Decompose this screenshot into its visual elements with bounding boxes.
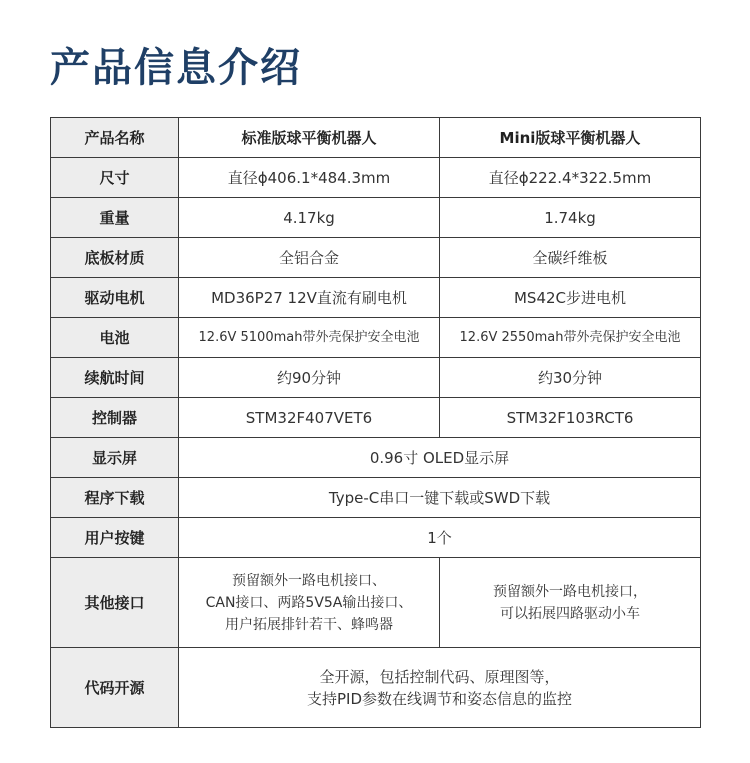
header-standard-version: 标准版球平衡机器人 <box>179 118 440 158</box>
standard-value: MD36P27 12V直流有刷电机 <box>179 278 440 318</box>
header-mini-version: Mini版球平衡机器人 <box>440 118 701 158</box>
row-label: 驱动电机 <box>51 278 179 318</box>
shared-value <box>179 648 701 728</box>
table-row-controller <box>51 398 701 438</box>
table-row-program-download <box>51 478 701 518</box>
mini-value: 全碳纤维板 <box>440 238 701 278</box>
table-row-drive-motor <box>51 278 701 318</box>
row-label: 用户按键 <box>51 518 179 558</box>
table-row-user-button <box>51 518 701 558</box>
table-row-size <box>51 158 701 198</box>
standard-value: STM32F407VET6 <box>179 398 440 438</box>
row-label: 显示屏 <box>51 438 179 478</box>
text-line: 支持PID参数在线调节和姿态信息的监控 <box>306 689 573 708</box>
page-title: 产品信息介绍 <box>50 45 302 91</box>
header-label-cell: 产品名称 <box>51 118 179 158</box>
mini-value: 约30分钟 <box>440 358 701 398</box>
shared-value: 0.96寸 OLED显示屏 <box>179 438 701 478</box>
row-label: 尺寸 <box>51 158 179 198</box>
text-line: 预留额外一路电机接口， <box>493 583 647 600</box>
table-row-other-ports <box>51 558 701 648</box>
mini-value: MS42C步进电机 <box>440 278 701 318</box>
row-label: 程序下载 <box>51 478 179 518</box>
product-spec-table <box>50 117 701 728</box>
mini-value: 1.74kg <box>440 198 701 238</box>
mini-value: 直径ϕ222.4*322.5mm <box>440 158 701 198</box>
standard-value: 全铝合金 <box>179 238 440 278</box>
text-line: 全开源，包括控制代码、原理图等， <box>319 667 560 686</box>
row-label: 电池 <box>51 318 179 358</box>
shared-value: 1个 <box>179 518 701 558</box>
shared-value: Type-C串口一键下载或SWD下载 <box>179 478 701 518</box>
text-line: 可以拓展四路驱动小车 <box>500 605 640 622</box>
table-header-row <box>51 118 701 158</box>
text-line: 预留额外一路电机接口、 <box>232 572 386 589</box>
mini-value: STM32F103RCT6 <box>440 398 701 438</box>
row-label: 控制器 <box>51 398 179 438</box>
row-label: 续航时间 <box>51 358 179 398</box>
text-line: 用户拓展排针若干、蜂鸣器 <box>225 616 393 633</box>
row-label: 代码开源 <box>51 648 179 728</box>
table-row-open-source <box>51 648 701 728</box>
mini-value <box>440 558 701 648</box>
standard-value: 12.6V 5100mah带外壳保护安全电池 <box>179 318 440 358</box>
table-row-weight <box>51 198 701 238</box>
mini-value: 12.6V 2550mah带外壳保护安全电池 <box>440 318 701 358</box>
standard-value: 直径ϕ406.1*484.3mm <box>179 158 440 198</box>
table-row-base-material <box>51 238 701 278</box>
standard-value <box>179 558 440 648</box>
table-row-display <box>51 438 701 478</box>
standard-value: 4.17kg <box>179 198 440 238</box>
table-row-endurance <box>51 358 701 398</box>
row-label: 其他接口 <box>51 558 179 648</box>
table-row-battery <box>51 318 701 358</box>
row-label: 底板材质 <box>51 238 179 278</box>
standard-value: 约90分钟 <box>179 358 440 398</box>
text-line: CAN接口、两路5V5A输出接口、 <box>205 594 413 611</box>
row-label: 重量 <box>51 198 179 238</box>
